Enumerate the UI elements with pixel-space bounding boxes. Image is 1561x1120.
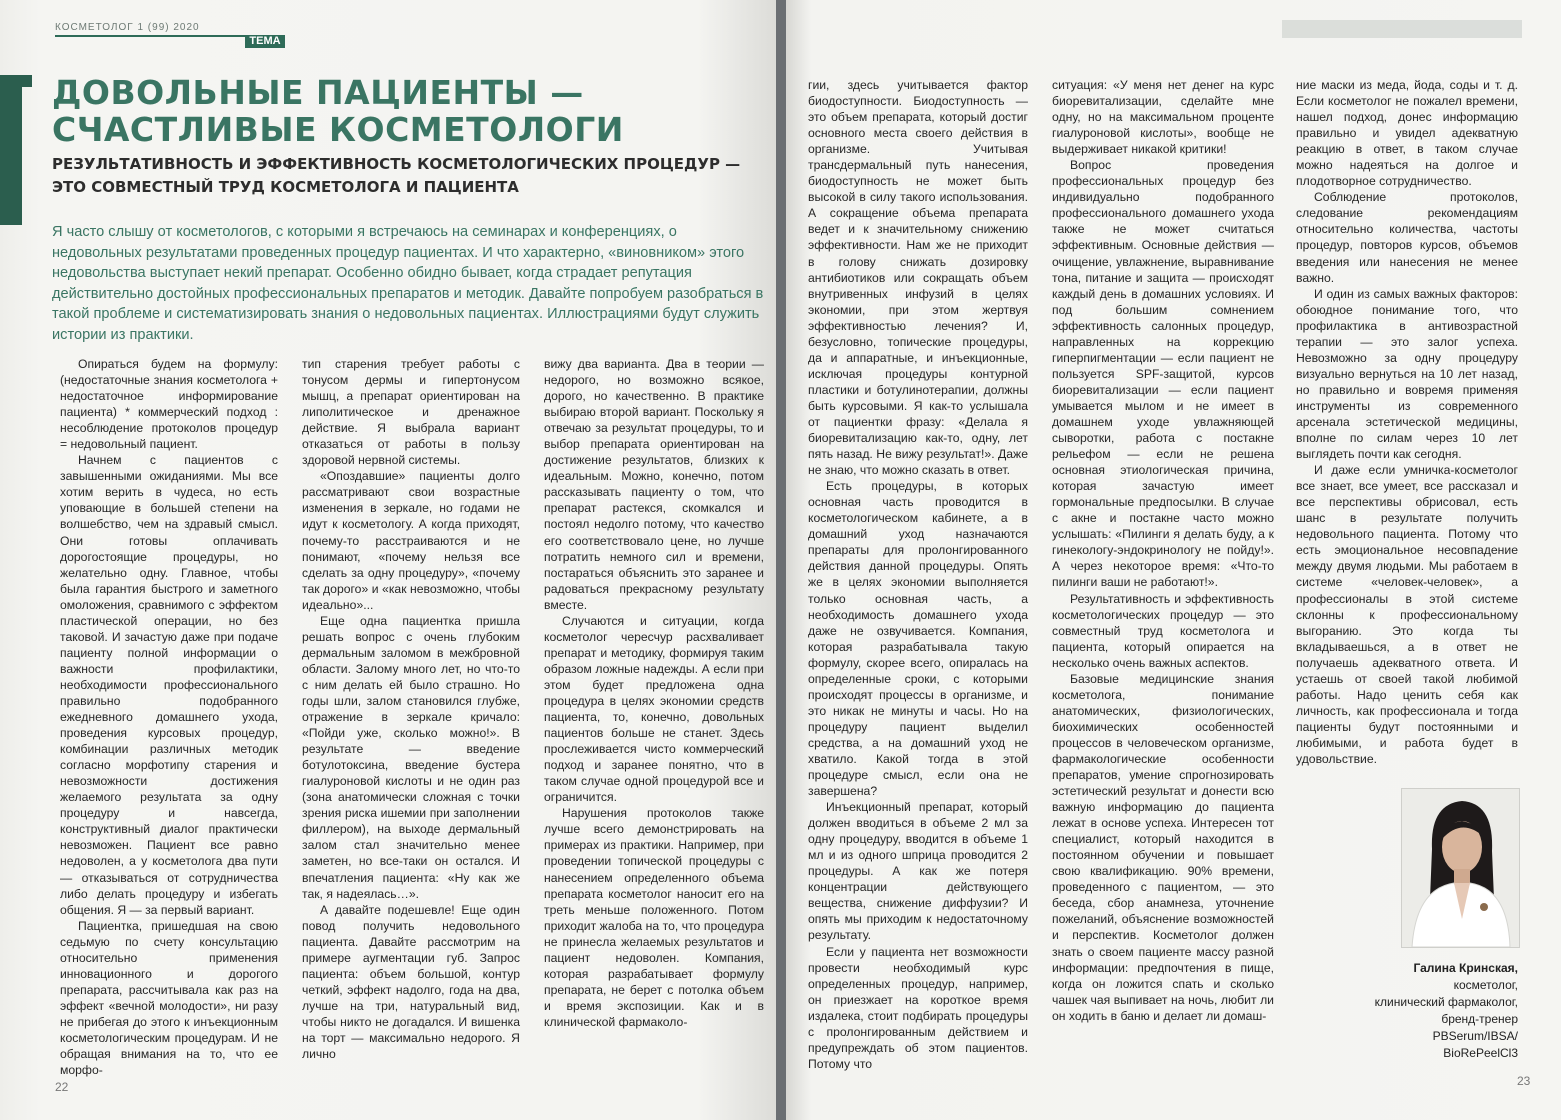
- author-role: косметолог,: [1453, 978, 1518, 992]
- bleed-through-strip: [1282, 20, 1522, 38]
- paragraph: Нарушения протоколов также лучше всего демонстрировать на примерах из практики. Например, при проведении топической процедуры с нанесением определенного объема препарата косметолог наносит его на треть меньше положенного. Потом приходит жалоба на то, что процедура не принесла желаемых результатов и пациент недоволен. Компания, которая разрабатывает формулу препарата, не берет с потолка объем и время экспозиции. Как и в клинической фармаколо-: [544, 806, 764, 1029]
- paragraph: ние маски из меда, йода, соды и т. д. Если косметолог не пожалел времени, нашел подход, донес информацию правильно и увидел адекватную реакцию в ответ, в таком случае можно надеяться на долгое и плодотворное сотрудничество.: [1296, 78, 1518, 189]
- paragraph: Результативность и эффективность косметологических процедур — это совместный труд косметолога и пациента, который опирается на несколько очень важных аспектов.: [1052, 591, 1274, 670]
- article-subtitle: РЕЗУЛЬТАТИВНОСТЬ И ЭФФЕКТИВНОСТЬ КОСМЕТОЛОГИЧЕСКИХ ПРОЦЕДУР — ЭТО СОВМЕСТНЫЙ ТРУД КОСМЕТОЛОГА И ПАЦИЕНТА: [52, 155, 741, 196]
- author-caption: [1358, 960, 1518, 1062]
- portrait-illustration: [1402, 789, 1519, 947]
- left-column-3: [544, 356, 764, 1030]
- author-role: клинический фармаколог,: [1374, 995, 1518, 1009]
- page-number: 23: [1517, 1074, 1531, 1088]
- paragraph: Соблюдение протоколов, следование рекомендациям относительно количества, частоты процедур, повторов курсов, объемов введения или нанесения не менее важно.: [1296, 190, 1518, 285]
- paragraph: вижу два варианта. Два в теории — недорого, но возможно всякое, дорого, но качественно. В практике выбираю второй вариант. Поскольку я отвечаю за результат процедуры, то и выбор препарата ориентирован на достижение результатов, близких к идеальным. Можно, конечно, потом рассказывать пациенту о том, что препарат растекся, скомкался и постоял недолго потому, что качество его соответствовало цене, но лучше потратить немного сил и времени, постараться объяснить это заранее и радоваться прекрасному результату вместе.: [544, 357, 764, 612]
- paragraph: Базовые медицинские знания косметолога, понимание анатомических, физиологических, биохимических особенностей процессов в человеческом организме, фармакологические особенности препаратов, умение спрогнозировать эстетический результат и донести всю важную информацию до пациента лежат в основе успеха. Интересен тот специалист, который находится в постоянном обучении и повышает свою квалификацию. 90% времени, проведенного с пациентом, — это беседа, сбор анамнеза, уточнение пожеланий, объяснение возможностей и перспектив. Косметолог должен знать о своем пациенте массу разной информации: предпочтения в пище, когда он ложится спать и сколько чашек чая выпивает на ночь, любит ли он ходить в баню и делает ли домаш-: [1052, 671, 1274, 1023]
- right-column-3: [1296, 77, 1518, 767]
- paragraph: Начнем с пациентов с завышенными ожиданиями. Мы все хотим верить в чудеса, но есть уповающие в большей степени на волшебство, чем на здравый смысл. Они готовы оплачивать дорогостоящие процедуры, но желательно одну. Главное, чтобы была гарантия быстрого и заметного омоложения, сравнимого с эффектом пластической операции, но без таковой. И зачастую даже при подаче пациенту полной информации о важности профилактики, необходимости профессионального правильно подобранного ежедневного домашнего ухода, проведения курсовых процедур, комбинации различных методик согласно морфотипу старения и невозможности достижения желаемого результата за одну процедуру и навсегда, конструктивный диалог практически невозможен. Пациент все равно недоволен, а у косметолога два пути — отказываться от сотрудничества либо делать процедуру и избегать общения. Я — за первый вариант.: [60, 453, 278, 917]
- paragraph: гии, здесь учитывается фактор биодоступности. Биодоступность — это объем препарата, который достиг основного места своего действия в организме. Учитывая трансдермальный путь нанесения, биодоступность не может быть высокой в силу такого использования. А сокращение объема препарата ведет и к значительному снижению эффективности. Нам же не приходит в голову снижать дозировку антибиотиков или сокращать объем внутривенных инфузий в целях экономии, при этом жертвуя эффективностью лечения? И, безусловно, топические процедуры, да и аппаратные, и инъекционные, исключая процедуры контурной пластики и ботулинотерапии, должны быть курсовыми. Я как-то услышала от пациентки фразу: «Делала я биоревитализацию как-то, одну, лет пять назад. Не вижу результат!». Даже не знаю, что можно сказать в ответ.: [808, 78, 1028, 478]
- right-column-1: [808, 77, 1028, 1072]
- article-lead: Я часто слышу от косметологов, с которыми я встречаюсь на семинарах и конференциях, о недовольных результатами проведенных процедур пациентах. И что характерно, «виновником» этого недовольства выступает некий препарат. Особенно обидно бывает, когда страдает репутация действительно достойных профессиональных препаратов и методик. Давайте попробуем разобраться в такой проблеме и систематизировать знания о недовольных пациентах. Иллюстрациями будут служить истории из практики.: [52, 224, 764, 343]
- paragraph: Инъекционный препарат, который должен вводиться в объеме 2 мл за одну процедуру, вводится в объеме 1 мл и из одного шприца проводится 2 процедуры. А как же потеря концентрации действующего вещества, снижение диффузии? И опять мы приходим к недостаточному результату.: [808, 800, 1028, 943]
- paragraph: «Опоздавшие» пациенты долго рассматривают свои возрастные изменения в зеркале, но годами не идут к косметологу. А когда приходят, почему-то расстраиваются и не понимают, «почему нельзя все сделать за одну процедуру», «почему так дорого» и «как невозможно, чтобы идеально»...: [302, 469, 520, 612]
- paragraph: ситуация: «У меня нет денег на курс биоревитализации, сделайте мне одну, но на максимальном проценте гиалуроновой кислоты», вообще не выдерживает никакой критики!: [1052, 78, 1274, 157]
- paragraph: Еще одна пациентка пришла решать вопрос с очень глубоким дермальным заломом в межбровной области. Залому много лет, но что-то с ним делать ей было страшно. Но годы шли, залом становился глубже, отражение в зеркале кричало: «Пойди уже, сколько можно!». В результате — введение ботулотоксина, введение бустера гиалуроновой кислоты и не один раз (зона анатомически сложная с точки зрения риска ишемии при заполнении филлером), на выходе дермальный залом стал значительно менее заметен, но все-таки он остался. И впечатления пациента: «Ну как же так, я надеялась…».: [302, 613, 520, 901]
- left-page: [0, 0, 776, 1120]
- paragraph: Опираться будем на формулу: (недостаточные знания косметолога + недостаточное информирование пациента) * коммерческий подход : несоблюдение протоколов процедур = недовольный пациент.: [60, 357, 278, 452]
- paragraph: Вопрос проведения профессиональных процедур без индивидуально подобранного профессионального домашнего ухода также не может считаться эффективным. Основные действия — очищение, увлажнение, выравнивание тона, питание и защита — происходят каждый день в домашних условиях. И под большим сомнением эффективность салонных процедур, направленных на коррекцию гиперпигментации — если пациент не пользуется SPF-защитой, курсов биоревитализации — если пациент умывается мылом и не имеет в домашнем уходе увлажняющей сыворотки, работа с постакне рельефом — если не решена основная этиологическая причина, которая зачастую имеет гормональные предпосылки. В случае с акне и постакне часто можно услышать: «Пилинги я делать буду, а к гинекологу-эндокринологу не пойду!». А через некоторое время: «Что-то пилинги ваши не работают!».: [1052, 158, 1274, 590]
- paragraph: Есть процедуры, в которых основная часть проводится в косметологическом кабинете, а в домашний уход назначаются препараты для пролонгированного действия данной процедуры. Опять же в целях экономии выполняется только основная часть, а необходимость домашнего ухода даже не озвучивается. Компания, которая разрабатывала такую формулу, скорее всего, опиралась на определенные сроки, с которыми происходят процессы в организме, и это никак не минуты и часы. Но на процедуру пациент выделил средства, а на домашний уход не хватило. Какой тогда в этой процедуре смысл, если она не завершена?: [808, 479, 1028, 799]
- accent-bar-notch: [22, 75, 32, 87]
- right-page: [786, 0, 1561, 1120]
- left-column-1: [60, 356, 278, 1078]
- paragraph: И даже если умничка-косметолог все знает, все умеет, все рассказал и все перспективы обрисовал, есть шанс в результате получить недовольного пациента. Потому что есть эмоциональное несовпадение между двумя людьми. Мы работаем в системе «человек-человек», а профессионалы в этой системе склонны к профессиональному выгоранию. Это когда ты вкладываешься, а в ответ не получаешь адекватного ответа. И устаешь от своей такой любимой работы. Надо ценить себя как личность, как профессионала и тогда пациенты будут постоянными и любимыми, и работа будет в удовольствие.: [1296, 463, 1518, 766]
- paragraph: Пациентка, пришедшая на свою седьмую по счету консультацию относительно применения инновационного и дорогого препарата, рассчитывала как раз на эффект «вечной молодости», ни разу не прибегая до этого к инъекционным косметологическим процедурам. И не обращая внимания на то, что ее морфо-: [60, 918, 278, 1078]
- author-brands: PBSerum/IBSA/: [1432, 1029, 1518, 1043]
- page-number: 22: [55, 1080, 69, 1094]
- running-head: КОСМЕТОЛОГ 1 (99) 2020: [55, 22, 200, 33]
- paragraph: тип старения требует работы с тонусом дермы и гипертонусом мышц, а препарат ориентирован на липолитическое и дренажное действие. Я выбрала вариант отказаться от работы в пользу здоровой нервной системы.: [302, 357, 520, 468]
- author-photo: [1401, 788, 1520, 948]
- author-role: бренд-тренер: [1441, 1012, 1518, 1026]
- left-column-2: [302, 356, 520, 1062]
- article-title: ДОВОЛЬНЫЕ ПАЦИЕНТЫ — СЧАСТЛИВЫЕ КОСМЕТОЛОГИ: [52, 73, 624, 149]
- right-column-2: [1052, 77, 1274, 1024]
- author-brands: BioRePeelCl3: [1443, 1046, 1518, 1060]
- section-tag: ТЕМА: [245, 35, 285, 48]
- paragraph: Если у пациента нет возможности провести необходимый курс определенных процедур, например, он приезжает на короткое время издалека, стоит подбирать процедуры с пролонгированным действием и предупреждать об этом пациентов. Потому что: [808, 944, 1028, 1071]
- paragraph: И один из самых важных факторов: обоюдное понимание того, что профилактика в антивозрастной терапии — это залог успеха. Невозможно за одну процедуру визуально вернуться на 10 лет назад, но правильно и вовремя применяя инструменты из современного арсенала эстетической медицины, вполне по силам через 10 лет выглядеть почти как сегодня.: [1296, 286, 1518, 462]
- paragraph: А давайте подешевле! Еще один повод получить недовольного пациента. Давайте рассмотрим на примере аугментации губ. Запрос пациента: объем большой, контур четкий, эффект надолго, года на два, лучше на три, натуральный вид, чтобы никто не догадался. И вишенка на торт — максимально недорого. Я лично: [302, 902, 520, 1062]
- accent-bar: [0, 75, 22, 225]
- paragraph: Случаются и ситуации, когда косметолог чересчур расхваливает препарат и методику, формируя таким образом ложные надежды. А если при этом будет предложена одна процедура в целях экономии средств пациента, то, конечно, довольных пациентов больше не станет. Здесь прослеживается чисто коммерческий подход и заранее понятно, что в таком случае одной процедурой все и ограничится.: [544, 613, 764, 805]
- author-name: Галина Кринская,: [1413, 961, 1518, 975]
